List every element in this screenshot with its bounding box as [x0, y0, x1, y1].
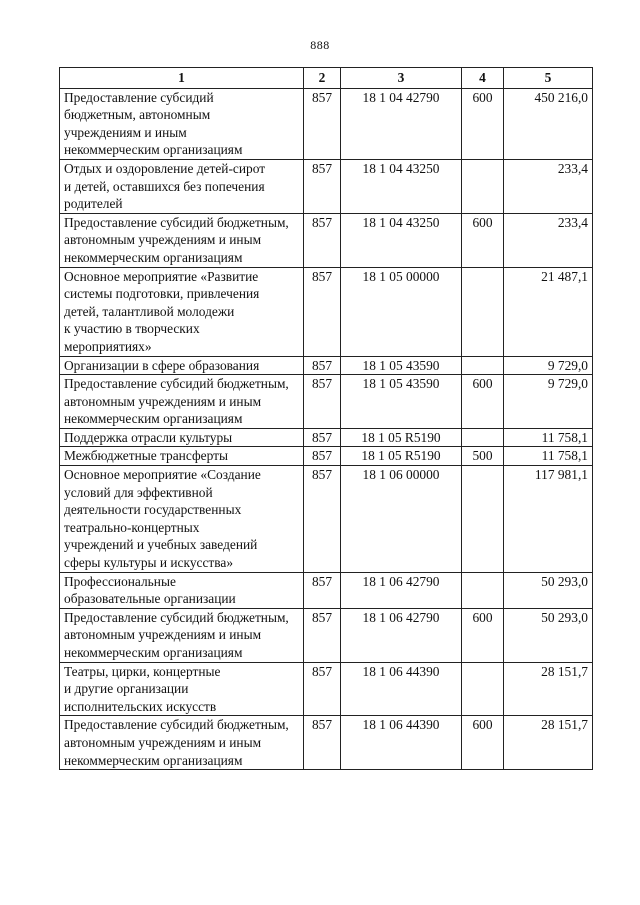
row-ved-code: 857: [304, 159, 341, 213]
header-col-3: 3: [341, 68, 462, 89]
row-target-code: 18 1 04 43250: [341, 159, 462, 213]
row-expense-type: 600: [462, 375, 504, 429]
table-row: [60, 267, 593, 356]
row-target-code: 18 1 05 43590: [341, 375, 462, 429]
row-target-code: 18 1 06 00000: [341, 466, 462, 573]
page-number: 888: [310, 38, 330, 52]
row-expense-type: 500: [462, 447, 504, 466]
row-name: Предоставление субсидий бюджетным, автономным учреждениям и иным некоммерческим организациям: [60, 88, 304, 159]
table-row: [60, 716, 593, 770]
table-header-row: [60, 68, 593, 89]
row-expense-type: [462, 356, 504, 375]
row-amount: 9 729,0: [504, 356, 593, 375]
table-row: [60, 662, 593, 716]
row-name: Предоставление субсидий бюджетным, автономным учреждениям и иным некоммерческим организациям: [60, 608, 304, 662]
row-amount: 21 487,1: [504, 267, 593, 356]
row-ved-code: 857: [304, 716, 341, 770]
row-target-code: 18 1 06 44390: [341, 716, 462, 770]
row-target-code: 18 1 06 42790: [341, 572, 462, 608]
table-row: [60, 356, 593, 375]
row-expense-type: [462, 159, 504, 213]
row-name: Отдых и оздоровление детей-сирот и детей, оставшихся без попечения родителей: [60, 159, 304, 213]
row-ved-code: 857: [304, 213, 341, 267]
row-ved-code: 857: [304, 428, 341, 447]
row-amount: 233,4: [504, 159, 593, 213]
row-target-code: 18 1 05 R5190: [341, 428, 462, 447]
row-amount: 11 758,1: [504, 428, 593, 447]
row-expense-type: [462, 662, 504, 716]
row-target-code: 18 1 04 43250: [341, 213, 462, 267]
row-name: Организации в сфере образования: [60, 356, 304, 375]
row-target-code: 18 1 06 44390: [341, 662, 462, 716]
row-name: Основное мероприятие «Развитие системы подготовки, привлечения детей, талантливой молодежи к участию в творческих мероприятиях»: [60, 267, 304, 356]
row-target-code: 18 1 04 42790: [341, 88, 462, 159]
row-name: Основное мероприятие «Создание условий для эффективной деятельности государственных театрально-концертных учреждений и учебных заведений сферы культуры и искусства»: [60, 466, 304, 573]
table-row: [60, 447, 593, 466]
table-row: [60, 159, 593, 213]
row-name: Профессиональные образовательные организации: [60, 572, 304, 608]
row-expense-type: 600: [462, 716, 504, 770]
row-name: Предоставление субсидий бюджетным, автономным учреждениям и иным некоммерческим организациям: [60, 716, 304, 770]
row-amount: 117 981,1: [504, 466, 593, 573]
row-target-code: 18 1 05 00000: [341, 267, 462, 356]
row-target-code: 18 1 05 R5190: [341, 447, 462, 466]
row-expense-type: 600: [462, 88, 504, 159]
row-amount: 28 151,7: [504, 662, 593, 716]
row-ved-code: 857: [304, 572, 341, 608]
row-expense-type: [462, 428, 504, 447]
row-ved-code: 857: [304, 267, 341, 356]
row-amount: 28 151,7: [504, 716, 593, 770]
row-amount: 233,4: [504, 213, 593, 267]
table-row: [60, 428, 593, 447]
table-row: [60, 608, 593, 662]
row-ved-code: 857: [304, 466, 341, 573]
row-expense-type: [462, 572, 504, 608]
row-name: Театры, цирки, концертные и другие организации исполнительских искусств: [60, 662, 304, 716]
table-row: [60, 213, 593, 267]
row-name: Межбюджетные трансферты: [60, 447, 304, 466]
row-target-code: 18 1 05 43590: [341, 356, 462, 375]
row-amount: 450 216,0: [504, 88, 593, 159]
row-amount: 11 758,1: [504, 447, 593, 466]
row-ved-code: 857: [304, 356, 341, 375]
row-ved-code: 857: [304, 608, 341, 662]
table-row: [60, 88, 593, 159]
row-name: Предоставление субсидий бюджетным, автономным учреждениям и иным некоммерческим организациям: [60, 213, 304, 267]
row-amount: 50 293,0: [504, 572, 593, 608]
header-col-1: 1: [60, 68, 304, 89]
row-ved-code: 857: [304, 375, 341, 429]
header-col-2: 2: [304, 68, 341, 89]
row-expense-type: 600: [462, 213, 504, 267]
budget-table: [59, 67, 593, 770]
row-expense-type: 600: [462, 608, 504, 662]
row-name: Поддержка отрасли культуры: [60, 428, 304, 447]
row-ved-code: 857: [304, 88, 341, 159]
row-ved-code: 857: [304, 447, 341, 466]
row-amount: 9 729,0: [504, 375, 593, 429]
table-row: [60, 375, 593, 429]
row-expense-type: [462, 267, 504, 356]
table-row: [60, 572, 593, 608]
row-name: Предоставление субсидий бюджетным, автономным учреждениям и иным некоммерческим организациям: [60, 375, 304, 429]
row-amount: 50 293,0: [504, 608, 593, 662]
header-col-5: 5: [504, 68, 593, 89]
row-ved-code: 857: [304, 662, 341, 716]
row-target-code: 18 1 06 42790: [341, 608, 462, 662]
header-col-4: 4: [462, 68, 504, 89]
row-expense-type: [462, 466, 504, 573]
table-row: [60, 466, 593, 573]
